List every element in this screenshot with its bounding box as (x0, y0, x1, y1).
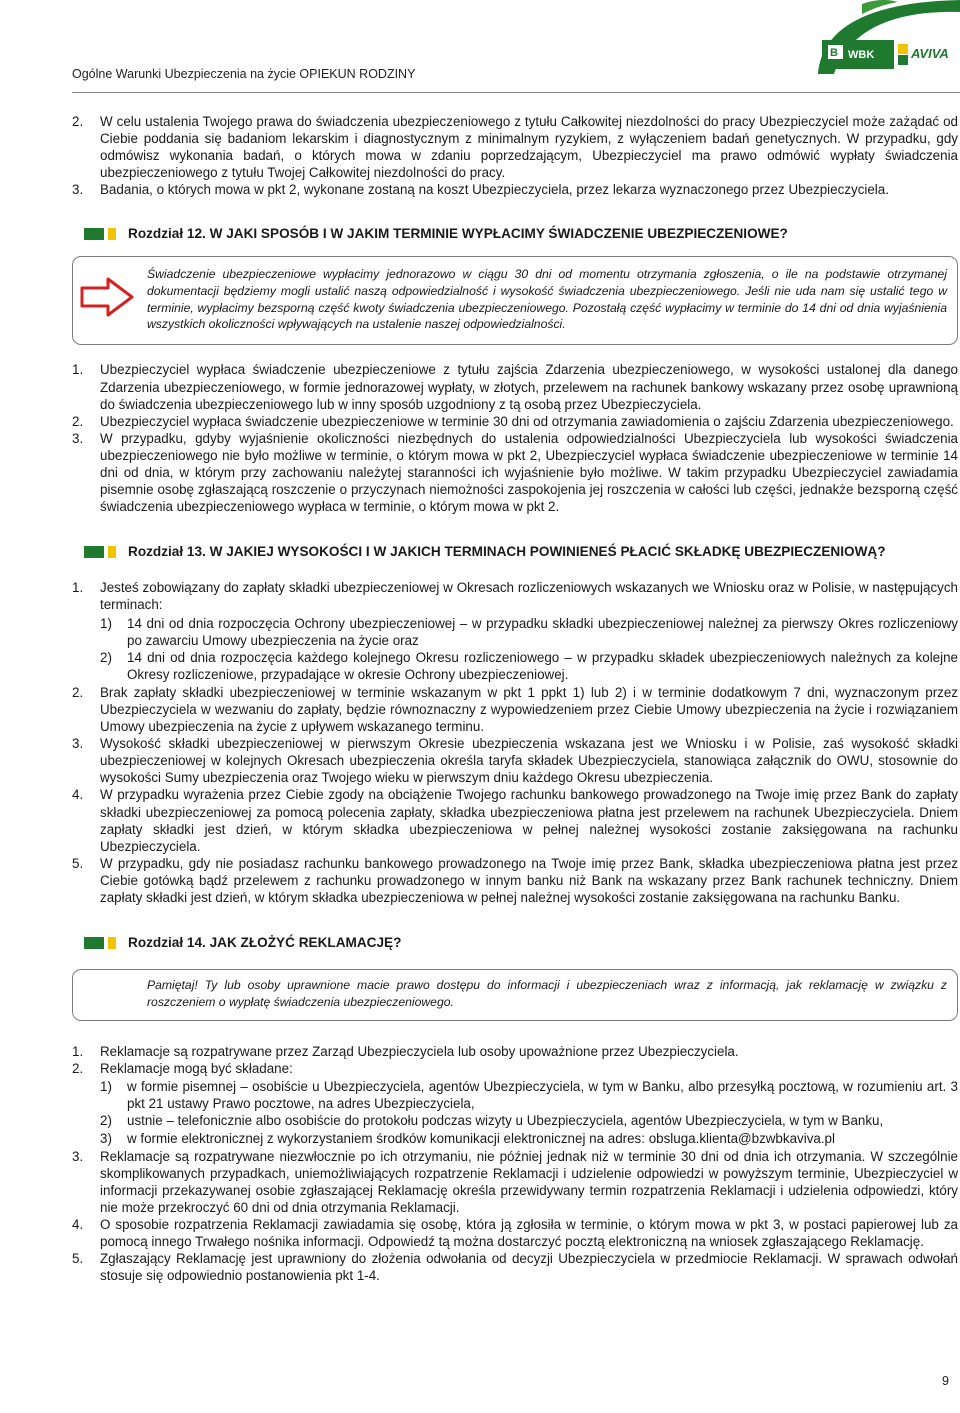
list-item: 3. Reklamacje są rozpatrywane niezwłocznie po ich otrzymaniu, nie później jednak niż w terminie 30 dni od dnia ich otrzymania. W szczególnie skomplikowanych przypadkach, uniemożliwiających rozpatrzenie Reklamacji i udzielenie odpowiedzi w powyższym terminie, Ubezpieczyciel w informacji przekazywanej osobie zgłaszającej Reklamację określa przewidywany termin rozpatrzenia Reklamacji i udzielenia odpowiedzi, który nie może przekroczyć 60 dni od dnia otrzymania Reklamacji. (72, 1148, 958, 1215)
svg-text:B: B (830, 47, 838, 59)
list-item: 5. Zgłaszający Reklamację jest uprawniony do złożenia odwołania od decyzji Ubezpieczyciela w przedmiocie Reklamacji. W sprawach odwołań stosuje się odpowiednio postanowienia pkt 1-4. (72, 1251, 958, 1284)
list-item: 4. O sposobie rozpatrzenia Reklamacji zawiadamia się osobę, która ją zgłosiła w terminie, o którym mowa w pkt 3, w postaci papierowej lub za pomocą innego Trwałego nośnika informacji. Odpowiedź tą można dostarczyć pocztą elektroniczną na wniosek zgłaszającego Reklamację. (72, 1217, 958, 1250)
sublist-item: 1) w formie pisemnej – osobiście u Ubezpieczyciela, agentów Ubezpieczyciela, w tym w Banku, albo przesyłką pocztową, w rozumieniu art. 3 pkt 21 ustawy Prawo pocztowe, na adres Ubezpieczyciela, (100, 1079, 958, 1112)
list-item: 3. Wysokość składki ubezpieczeniowej w pierwszym Okresie ubezpieczenia wskazana jest we Wniosku i w Polisie, zaś wysokość składki ubezpieczeniowej w kolejnych Okresach ubezpieczenia określa taryfa składek Ubezpieczyciela, stanowiąca załącznik do OWU, stosownie do wysokości Sumy ubezpieczenia oraz Twojego wieku w pierwszym dniu każdego Okresu ubezpieczenia. (72, 736, 958, 786)
chapter14-list (72, 1043, 958, 1284)
list-item: 2. Brak zapłaty składki ubezpieczeniowej w terminie wskazanym w pkt 1 ppkt 1) lub 2) i w terminie dodatkowym 7 dni, wyznaczonym przez Ubezpieczyciela w wezwaniu do zapłaty, będzie równoznaczny z wypowiedzeniem przez Ciebie Umowy ubezpieczenia na życie i rozwiązaniem Umowy ubezpieczenia na życie z upływem wskazanego terminu. (72, 684, 958, 735)
payment-info-text: Świadczenie ubezpieczeniowe wypłacimy jednorazowo w ciągu 30 dni od momentu otrzymania zgłoszenia, o ile na podstawie otrzymanej dokumentacji będziemy mogli ustalić naszą odpowiedzialność i wysokość świadczenia ubezpieczeniowego. Jeśli nie uda nam się ustalić tego w terminie, wypłacimy bezsporną część kwoty świadczenia ubezpieczeniowego. Pozostałą część wypłacimy w terminie do 14 dni od dnia wyjaśnienia wszystkich okoliczności wpływających na ustalenie naszej odpowiedzialności. (147, 267, 947, 332)
chapter-marker-green (84, 937, 104, 949)
list-item: 2. Reklamacje mogą być składane: 1) w formie pisemnej – osobiście u Ubezpieczyciela, agentów Ubezpieczyciela, w tym w Banku, albo przesyłką pocztową, w rozumieniu art. 3 pkt 21 ustawy Prawo pocztowe, na adres Ubezpieczyciela, 2) ustnie – telefonicznie albo osobiście do protokołu podczas wizyty u Ubezpieczyciela, agentów Ubezpieczyciela, w tym w Banku, 3) w formie elektronicznej z wykorzystaniem środków komunikacji elektronicznej na adres: obsluga.klienta@bzwbkaviva.pl (72, 1061, 958, 1146)
sublist-item: 2) 14 dni od dnia rozpoczęcia każdego kolejnego Okresu rozliczeniowego – w przypadku składek ubezpieczeniowych należnych za kolejne Okresy rozliczeniowe, przypadające w okresie Ochrony ubezpieczeniowej. (100, 649, 958, 682)
page-content (72, 113, 958, 1284)
chapter-marker-green (84, 228, 104, 240)
chapter-heading-13: Rozdział 13. W JAKIEJ WYSOKOŚCI I W JAKICH TERMINACH POWINIENEŚ PŁACIĆ SKŁADKĘ UBEZPIECZENIOWĄ? (72, 543, 958, 562)
list-item: 2. W celu ustalenia Twojego prawa do świadczenia ubezpieczeniowego z tytułu Całkowitej niezdolności do pracy Ubezpieczyciel może zażądać od Ciebie poddania się badaniom lekarskim i diagnostycznym z minimalnym ryzykiem, z wyłączeniem badań genetycznych. W przypadku, gdy odmówisz wykonania badań, o których mowa w zdaniu poprzedzającym, Ubezpieczyciel ma prawo odmówić wypłaty świadczenia ubezpieczeniowego z tytułu Twojej Całkowitej niezdolności do pracy. (72, 114, 958, 181)
header-divider (72, 92, 960, 93)
eligibility-list (72, 113, 958, 198)
chapter-heading-12: Rozdział 12. W JAKI SPOSÓB I W JAKIM TERMINIE WYPŁACIMY ŚWIADCZENIE UBEZPIECZENIOWE? (72, 225, 958, 244)
list-item: 4. W przypadku wyrażenia przez Ciebie zgody na obciążenie Twojego rachunku bankowego prowadzonego na Twoje imię przez Bank do zapłaty składki ubezpieczeniowej za pomocą polecenia zapłaty, składka ubezpieczeniowa płatna jest przelewem na rachunek Ubezpieczyciela. Dniem zapłaty składki jest dzień, w którym składka ubezpieczeniowa w pełnej należnej wysokości zostanie zaksięgowana na rachunku Ubezpieczyciela. (72, 787, 958, 854)
sublist-item: 3) w formie elektronicznej z wykorzystaniem środków komunikacji elektronicznej na adres: obsluga.klienta@bzwbkaviva.pl (100, 1130, 835, 1146)
sublist (100, 615, 958, 683)
chapter-marker-yellow (108, 937, 116, 949)
list-item: 1. Jesteś zobowiązany do zapłaty składki ubezpieczeniowej w Okresach rozliczeniowych wskazanych we Wniosku oraz w Polisie, w następujących terminach: 1) 14 dni od dnia rozpoczęcia Ochrony ubezpieczeniowej – w przypadku składki ubezpieczeniowej należnej za pierwszy Okres rozliczeniowy po zawarciu Umowy ubezpieczenia na życie oraz 2) 14 dni od dnia rozpoczęcia każdego kolejnego Okresu rozliczeniowego – w przypadku składek ubezpieczeniowych należnych za kolejne Okresy rozliczeniowe, przypadające w okresie Ochrony ubezpieczeniowej. (72, 580, 958, 682)
document-title: Ogólne Warunki Ubezpieczenia na życie OPIEKUN RODZINY (72, 67, 416, 81)
sublist (100, 1078, 958, 1146)
chapter-marker-green (84, 546, 104, 558)
chapter-marker-yellow (108, 228, 116, 240)
list-item: 5. W przypadku, gdy nie posiadasz rachunku bankowego prowadzonego na Twoje imię przez Bank, składka ubezpieczeniowa płatna jest przez Ciebie gotówką bądź przelewem z rachunku prowadzonego w innym banku niż Bank na wskazany przez Bank rachunek techniczny. Dniem zapłaty składki jest dzień, w którym składka ubezpieczeniowa w pełnej należnej wysokości zostanie zaksięgowana na rachunku Banku. (72, 855, 958, 905)
list-item: 1. Reklamacje są rozpatrywane przez Zarząd Ubezpieczyciela lub osoby upoważnione przez Ubezpieczyciela. (72, 1044, 739, 1060)
sublist-item: 2) ustnie – telefonicznie albo osobiście do protokołu podczas wizyty u Ubezpieczyciela, agentów Ubezpieczyciela, w tym w Banku, (100, 1113, 884, 1129)
page-number: 9 (942, 1374, 949, 1388)
list-item: 2. Ubezpieczyciel wypłaca świadczenie ubezpieczeniowe w terminie 30 dni od otrzymania zawiadomienia o zajściu Zdarzenia ubezpieczeniowego. (72, 413, 954, 429)
chapter13-list (72, 579, 958, 906)
list-item: 3. W przypadku, gdyby wyjaśnienie okoliczności niezbędnych do ustalenia odpowiedzialności Ubezpieczyciela lub wysokości świadczenia ubezpieczeniowego nie było możliwe w terminie, o którym mowa w pkt 2, Ubezpieczyciel wypłaca świadczenie ubezpieczeniowe w terminie 14 dni od dnia, w którym przy zachowaniu należytej staranności ich wyjaśnienie było możliwe. W takim przypadku Ubezpieczyciel zawiadamia pisemnie osobę zgłaszającą roszczenie o przyczynach niemożności zaspokojenia jej roszczenia w całości lub części, jednakże bezsporną część świadczenia ubezpieczeniowego wypłaca w terminie, o którym mowa w pkt 2. (72, 430, 958, 515)
svg-text:WBK: WBK (848, 49, 875, 61)
sublist-item: 1) 14 dni od dnia rozpoczęcia Ochrony ubezpieczeniowej – w przypadku składki ubezpieczeniowej należnej za pierwszy Okres rozliczeniowy po zawarciu Umowy ubezpieczenia na życie oraz (100, 615, 958, 648)
chapter-heading-14: Rozdział 14. JAK ZŁOŻYĆ REKLAMACJĘ? (72, 934, 958, 953)
chapter-marker-yellow (108, 546, 116, 558)
bzwbk-aviva-logo (812, 0, 960, 92)
reminder-text: Pamiętaj! Ty lub osoby uprawnione macie prawo dostępu do informacji i ubezpieczeniach wraz z informacją, jak reklamację w związku z roszczeniem o wypłatę świadczenia ubezpieczeniowego. (147, 978, 947, 1009)
arrow-icon (80, 277, 134, 322)
payment-info-box (72, 256, 958, 345)
list-item: 1. Ubezpieczyciel wypłaca świadczenie ubezpieczeniowe z tytułu zajścia Zdarzenia ubezpieczeniowego, w wysokości ustalonej dla danego Zdarzenia ubezpieczeniowego, w formie jednorazowej wypłaty, w złotych, przelewem na rachunek bankowy wskazany przez osobę uprawnioną do świadczenia ubezpieczeniowego lub w inny sposób uzgodniony z tą osobą przez Ubezpieczyciela. (72, 362, 958, 412)
list-item: 3. Badania, o których mowa w pkt 2, wykonane zostaną na koszt Ubezpieczyciela, przez lekarza wyznaczonego przez Ubezpieczyciela. (72, 182, 889, 198)
svg-text:AVIVA: AVIVA (911, 46, 949, 61)
reminder-box (72, 969, 958, 1021)
chapter12-list (72, 361, 958, 515)
